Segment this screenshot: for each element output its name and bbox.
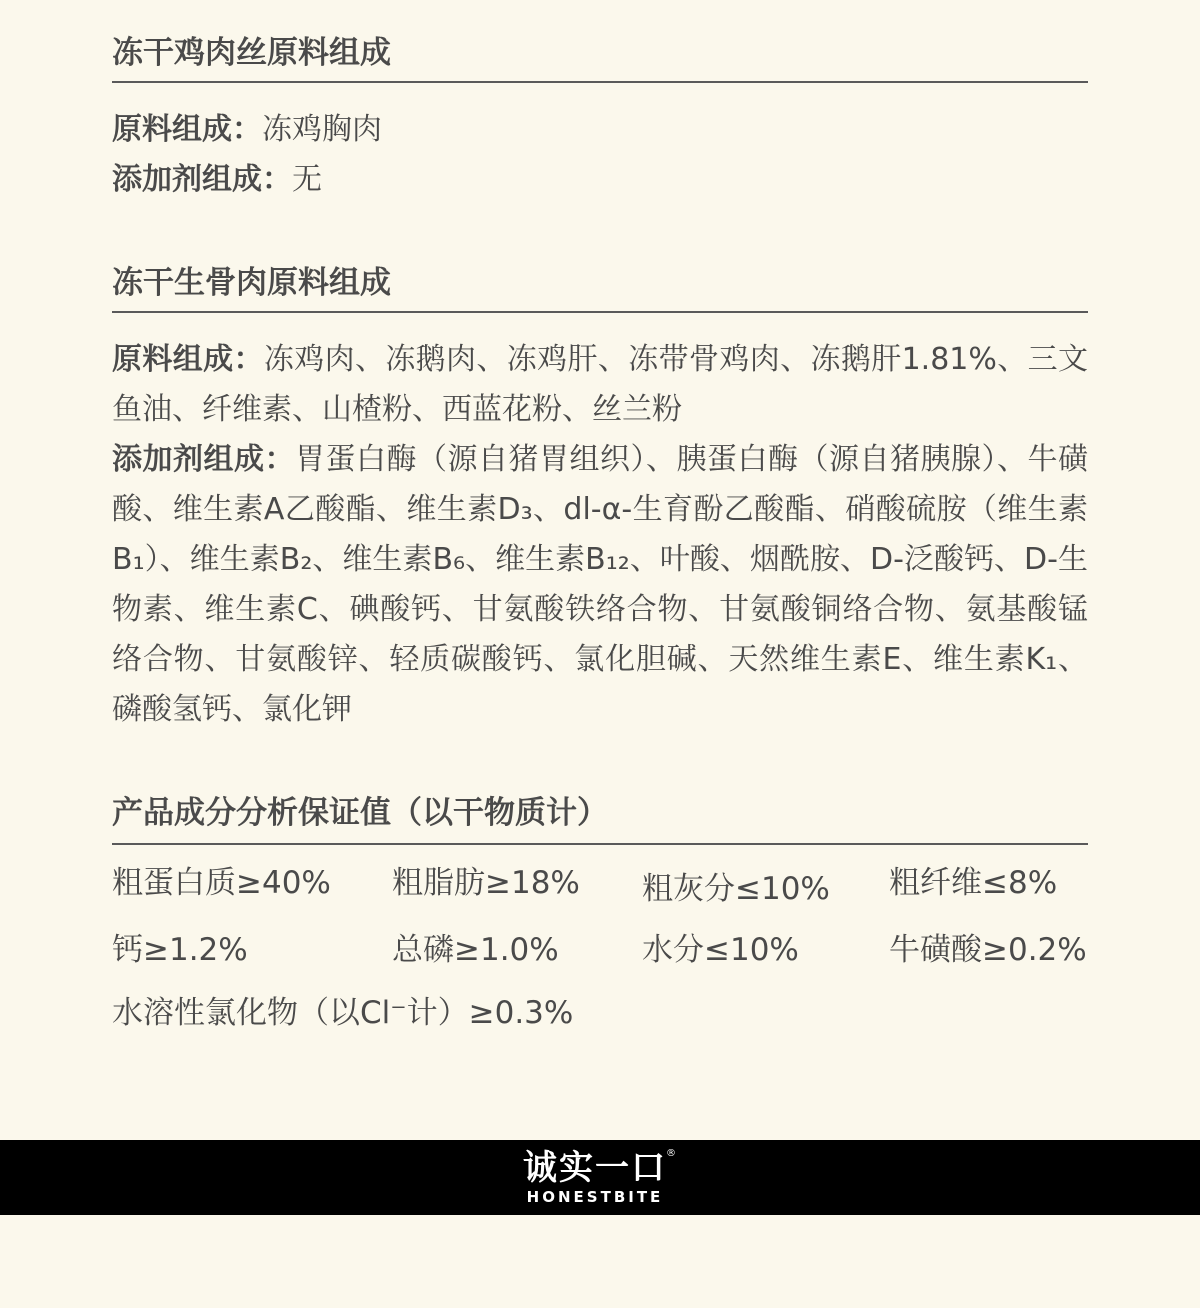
footer-brand-bar [0,1140,1200,1215]
additives-label: 添加剂组成： [112,442,295,477]
nutrient-moisture: 水分≤10% [642,932,799,968]
additives-line [112,155,1088,205]
nutrient-water-soluble-chloride: 水溶性氯化物（以Cl⁻计）≥0.3% [112,995,574,1031]
nutrient-crude-ash: 粗灰分≤10% [642,871,830,907]
section-chicken-shred [112,33,1088,205]
brand-logo [520,1148,690,1210]
ingredients-line [112,335,1088,435]
nutrient-calcium: 钙≥1.2% [112,932,248,968]
additives-line [112,435,1088,735]
nutrient-total-phosphorus: 总磷≥1.0% [392,932,559,968]
section-title: 产品成分分析保证值（以干物质计） [112,793,1088,845]
ingredients-text: 冻鸡胸肉 [262,112,382,147]
registered-mark-icon: ® [666,1148,676,1159]
section-title: 冻干生骨肉原料组成 [112,263,1088,313]
section-body [112,313,1088,735]
nutrient-crude-fiber: 粗纤维≤8% [889,865,1058,901]
additives-text: 胃蛋白酶（源自猪胃组织）、胰蛋白酶（源自猪胰腺）、牛磺酸、维生素A乙酸酯、维生素D₃、dl-α-生育酚乙酸酯、硝酸硫胺（维生素B₁）、维生素B₂、维生素B₆、维生素B₁₂、叶酸、烟酰胺、D-泛酸钙、D-生物素、维生素C、碘酸钙、甘氨酸铁络合物、甘氨酸铜络合物、氨基酸锰络合物、甘氨酸锌、轻质碳酸钙、氯化胆碱、天然维生素E、维生素K₁、磷酸氢钙、氯化钾 [112,442,1088,727]
ingredients-text: 冻鸡肉、冻鹅肉、冻鸡肝、冻带骨鸡肉、冻鹅肝1.81%、三文鱼油、纤维素、山楂粉、西蓝花粉、丝兰粉 [112,342,1088,427]
additives-text: 无 [292,162,322,197]
ingredients-line [112,105,1088,155]
section-title: 冻干鸡肉丝原料组成 [112,33,1088,83]
brand-name-en: HONESTBITE [526,1188,664,1206]
ingredients-label: 原料组成： [112,112,262,147]
additives-label: 添加剂组成： [112,162,292,197]
nutrient-grid [112,845,1088,1045]
nutrient-taurine: 牛磺酸≥0.2% [889,932,1087,968]
section-body [112,83,1088,205]
nutrient-crude-fat: 粗脂肪≥18% [392,865,580,901]
brand-name-cn: 诚实一口 [523,1148,667,1188]
section-guaranteed-analysis [112,793,1088,1045]
ingredients-label: 原料组成： [112,342,264,377]
nutrient-crude-protein: 粗蛋白质≥40% [112,865,331,901]
section-raw-bone-meat [112,263,1088,735]
